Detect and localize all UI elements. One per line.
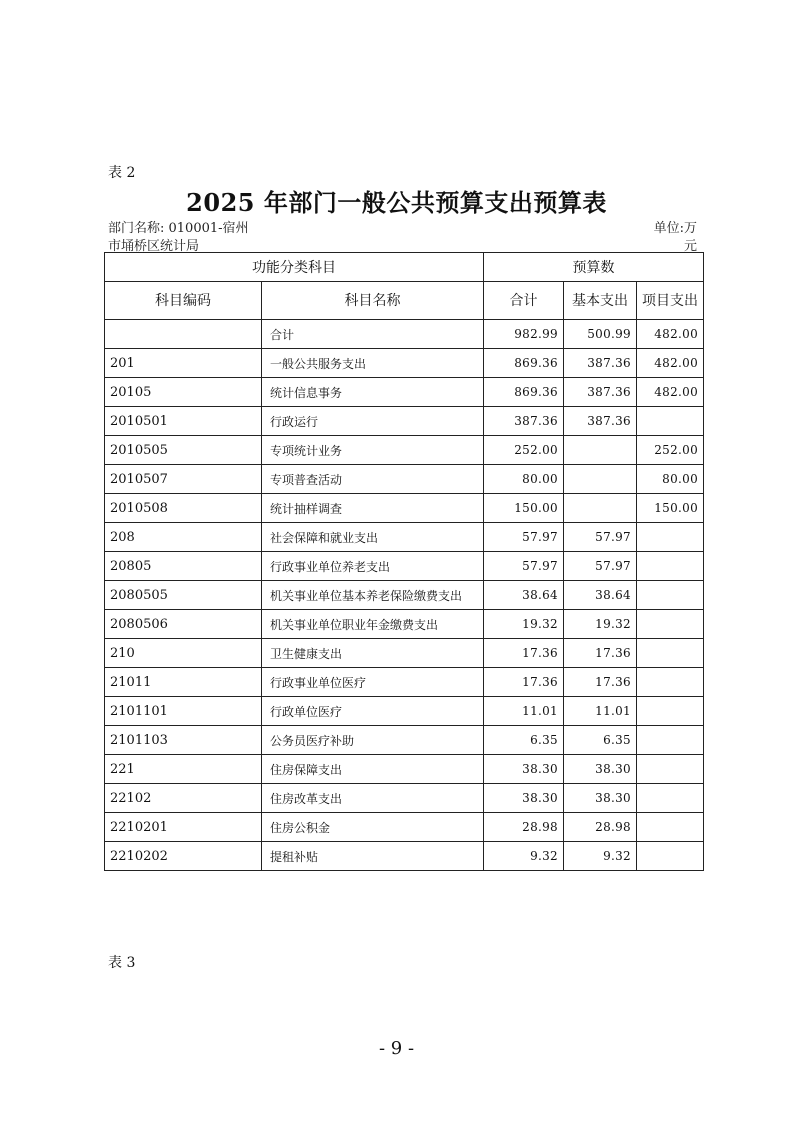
cell-project-expenditure [637,610,704,639]
cell-subject-name: 行政单位医疗 [262,697,484,726]
cell-total: 869.36 [484,349,564,378]
page-number: - 9 - [378,1038,415,1059]
cell-subject-name: 一般公共服务支出 [262,349,484,378]
cell-subject-code: 2080505 [105,581,262,610]
cell-basic-expenditure: 387.36 [564,407,637,436]
cell-total: 982.99 [484,320,564,349]
table-row [105,726,704,755]
cell-basic-expenditure: 38.64 [564,581,637,610]
cell-project-expenditure: 482.00 [637,320,704,349]
cell-basic-expenditure: 387.36 [564,349,637,378]
next-table-label: 表 3 [108,955,136,971]
table-row [105,320,704,349]
cell-project-expenditure: 150.00 [637,494,704,523]
cell-subject-code [105,320,262,349]
cell-project-expenditure [637,813,704,842]
cell-subject-name: 行政运行 [262,407,484,436]
cell-subject-code: 210 [105,639,262,668]
cell-subject-name: 统计抽样调查 [262,494,484,523]
cell-basic-expenditure [564,494,637,523]
cell-project-expenditure [637,552,704,581]
cell-total: 869.36 [484,378,564,407]
cell-basic-expenditure: 9.32 [564,842,637,871]
header-function-category: 功能分类科目 [105,253,484,282]
cell-project-expenditure: 482.00 [637,378,704,407]
cell-project-expenditure [637,407,704,436]
budget-table [104,252,704,871]
cell-subject-code: 20105 [105,378,262,407]
cell-subject-code: 2101101 [105,697,262,726]
cell-subject-name: 住房改革支出 [262,784,484,813]
cell-subject-name: 公务员医疗补助 [262,726,484,755]
cell-basic-expenditure: 387.36 [564,378,637,407]
table-row [105,407,704,436]
cell-basic-expenditure: 57.97 [564,523,637,552]
cell-subject-code: 221 [105,755,262,784]
cell-subject-name: 社会保障和就业支出 [262,523,484,552]
cell-basic-expenditure: 17.36 [564,668,637,697]
cell-basic-expenditure [564,436,637,465]
cell-total: 57.97 [484,523,564,552]
header-budget-amount: 预算数 [484,253,704,282]
header-total: 合计 [484,282,564,320]
department-name-line2: 市埇桥区统计局 [108,239,200,254]
unit-label [654,220,697,256]
cell-total: 387.36 [484,407,564,436]
cell-total: 38.64 [484,581,564,610]
cell-total: 19.32 [484,610,564,639]
cell-subject-code: 2101103 [105,726,262,755]
page-title: 2025 年部门一般公共预算支出预算表 [186,188,607,217]
cell-subject-name: 合计 [262,320,484,349]
cell-basic-expenditure: 11.01 [564,697,637,726]
cell-subject-code: 2010507 [105,465,262,494]
table-row [105,610,704,639]
table-row [105,378,704,407]
table-row [105,581,704,610]
cell-project-expenditure [637,697,704,726]
cell-subject-name: 行政事业单位医疗 [262,668,484,697]
cell-subject-name: 统计信息事务 [262,378,484,407]
table-row [105,436,704,465]
department-name-line1: 部门名称: 010001-宿州 [108,221,249,236]
department-name [108,220,249,256]
cell-subject-name: 机关事业单位职业年金缴费支出 [262,610,484,639]
cell-subject-code: 2010505 [105,436,262,465]
cell-total: 252.00 [484,436,564,465]
cell-subject-name: 住房保障支出 [262,755,484,784]
header-subject-name: 科目名称 [262,282,484,320]
cell-subject-code: 2010501 [105,407,262,436]
header-basic-expenditure: 基本支出 [564,282,637,320]
cell-basic-expenditure: 19.32 [564,610,637,639]
cell-total: 38.30 [484,784,564,813]
table-body [105,320,704,871]
cell-basic-expenditure: 57.97 [564,552,637,581]
cell-subject-name: 提租补贴 [262,842,484,871]
cell-project-expenditure [637,842,704,871]
header-project-expenditure: 项目支出 [637,282,704,320]
cell-subject-code: 2210201 [105,813,262,842]
cell-subject-name: 住房公积金 [262,813,484,842]
cell-total: 57.97 [484,552,564,581]
cell-project-expenditure: 80.00 [637,465,704,494]
table-row [105,842,704,871]
cell-subject-code: 2080506 [105,610,262,639]
cell-project-expenditure [637,755,704,784]
cell-subject-code: 208 [105,523,262,552]
cell-total: 9.32 [484,842,564,871]
unit-label-line2: 元 [683,239,697,254]
cell-subject-code: 2010508 [105,494,262,523]
cell-basic-expenditure: 500.99 [564,320,637,349]
cell-total: 11.01 [484,697,564,726]
cell-subject-code: 21011 [105,668,262,697]
cell-subject-code: 20805 [105,552,262,581]
table-row [105,349,704,378]
table-row [105,668,704,697]
cell-subject-name: 专项统计业务 [262,436,484,465]
table-row [105,639,704,668]
cell-subject-code: 22102 [105,784,262,813]
cell-total: 80.00 [484,465,564,494]
table-row [105,552,704,581]
cell-project-expenditure [637,581,704,610]
cell-subject-name: 机关事业单位基本养老保险缴费支出 [262,581,484,610]
cell-total: 17.36 [484,668,564,697]
cell-basic-expenditure: 17.36 [564,639,637,668]
cell-subject-name: 行政事业单位养老支出 [262,552,484,581]
table-row [105,755,704,784]
cell-total: 38.30 [484,755,564,784]
cell-project-expenditure [637,523,704,552]
cell-subject-code: 2210202 [105,842,262,871]
cell-basic-expenditure: 38.30 [564,784,637,813]
table-row [105,813,704,842]
cell-subject-name: 卫生健康支出 [262,639,484,668]
cell-project-expenditure [637,726,704,755]
cell-project-expenditure: 252.00 [637,436,704,465]
cell-total: 6.35 [484,726,564,755]
cell-total: 28.98 [484,813,564,842]
cell-project-expenditure [637,639,704,668]
cell-project-expenditure: 482.00 [637,349,704,378]
unit-label-line1: 单位:万 [653,221,697,236]
table-row [105,784,704,813]
table-row [105,523,704,552]
cell-project-expenditure [637,784,704,813]
cell-basic-expenditure: 6.35 [564,726,637,755]
table-row [105,465,704,494]
table-row [105,697,704,726]
cell-basic-expenditure: 38.30 [564,755,637,784]
cell-total: 150.00 [484,494,564,523]
header-subject-code: 科目编码 [105,282,262,320]
table-label: 表 2 [108,165,136,181]
cell-subject-code: 201 [105,349,262,378]
table-row [105,494,704,523]
cell-basic-expenditure [564,465,637,494]
cell-project-expenditure [637,668,704,697]
cell-basic-expenditure: 28.98 [564,813,637,842]
cell-total: 17.36 [484,639,564,668]
cell-subject-name: 专项普查活动 [262,465,484,494]
